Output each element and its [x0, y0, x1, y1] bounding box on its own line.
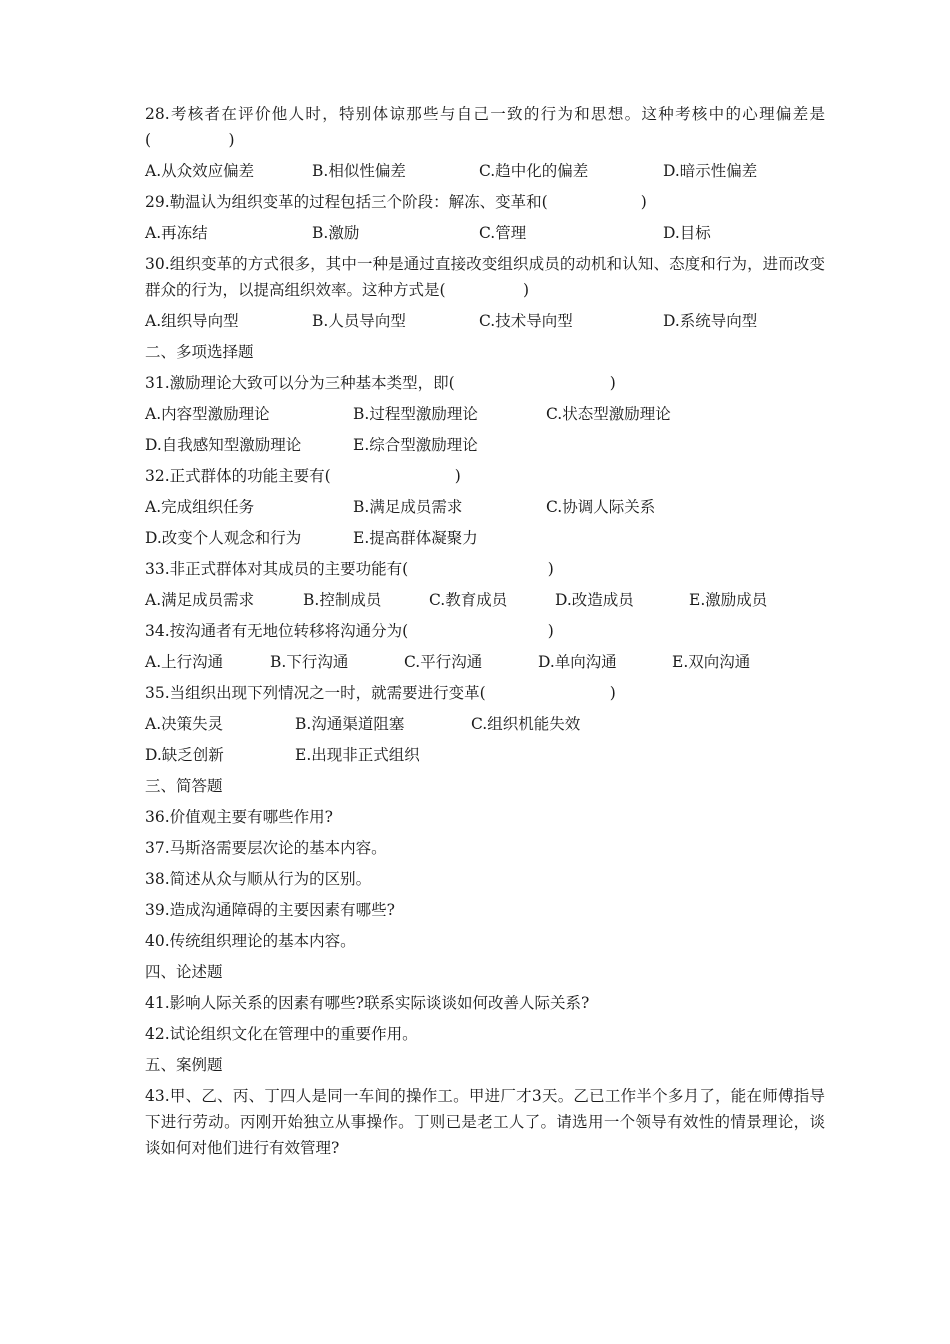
option-b: B.人员导向型: [312, 312, 406, 330]
question-35-stem: 35.当组织出现下列情况之一时，就需要进行变革( ): [145, 684, 616, 702]
question-31-options-row2: [145, 432, 825, 458]
option-e: E.提高群体凝聚力: [353, 529, 478, 547]
question-34-stem: 34.按沟通者有无地位转移将沟通分为( ): [145, 622, 554, 640]
option-c: C.趋中化的偏差: [479, 162, 589, 180]
section-heading-case-study: 五、案例题: [145, 1056, 223, 1074]
question-37: 37.马斯洛需要层次论的基本内容。: [145, 839, 387, 857]
question-29-options: [145, 220, 825, 246]
question-28-stem: 28.考核者在评价他人时，特别体谅那些与自己一致的行为和思想。这种考核中的心理偏差是( ): [145, 105, 825, 149]
option-a: A.完成组织任务: [145, 498, 255, 516]
option-c: C.状态型激励理论: [546, 405, 671, 423]
question-28-options: [145, 158, 825, 184]
option-a: A.组织导向型: [145, 312, 239, 330]
question-35-options-row2: [145, 742, 825, 768]
option-e: E.综合型激励理论: [353, 436, 478, 454]
option-a: A.从众效应偏差: [145, 162, 255, 180]
option-b: B.沟通渠道阻塞: [295, 715, 405, 733]
question-38: 38.简述从众与顺从行为的区别。: [145, 870, 372, 888]
option-a: A.内容型激励理论: [145, 405, 270, 423]
option-d: D.暗示性偏差: [663, 162, 758, 180]
option-e: E.激励成员: [689, 591, 768, 609]
option-d: D.系统导向型: [663, 312, 758, 330]
question-32-options-row2: [145, 525, 825, 551]
option-a: A.再冻结: [145, 224, 208, 242]
option-a: A.决策失灵: [145, 715, 224, 733]
option-b: B.满足成员需求: [353, 498, 463, 516]
option-b: B.过程型激励理论: [353, 405, 478, 423]
option-d: D.改变个人观念和行为: [145, 529, 302, 547]
question-42: 42.试论组织文化在管理中的重要作用。: [145, 1025, 418, 1043]
question-40: 40.传统组织理论的基本内容。: [145, 932, 356, 950]
exam-page: [145, 101, 825, 1166]
question-33-options: [145, 587, 825, 613]
question-30-stem: 30.组织变革的方式很多，其中一种是通过直接改变组织成员的动机和认知、态度和行为，进而改变群众的行为，以提高组织效率。这种方式是( ): [145, 255, 825, 299]
question-35-options-row1: [145, 711, 825, 737]
option-b: B.下行沟通: [270, 653, 349, 671]
option-d: D.单向沟通: [538, 653, 617, 671]
option-d: D.改造成员: [555, 591, 634, 609]
option-b: B.控制成员: [303, 591, 382, 609]
question-43: 43.甲、乙、丙、丁四人是同一车间的操作工。甲进厂才3天。乙已工作半个多月了，能在师傅指导下进行劳动。丙刚开始独立从事操作。丁则已是老工人了。请选用一个领导有效性的情景理论，谈谈如何对他们进行有效管理?: [145, 1087, 825, 1157]
section-heading-multiple-choice: 二、多项选择题: [145, 343, 254, 361]
question-39: 39.造成沟通障碍的主要因素有哪些?: [145, 901, 395, 919]
question-29-stem: 29.勒温认为组织变革的过程包括三个阶段：解冻、变革和( ): [145, 193, 647, 211]
question-30-options: [145, 308, 825, 334]
option-c: C.管理: [479, 224, 527, 242]
option-e: E.双向沟通: [672, 653, 751, 671]
option-d: D.自我感知型激励理论: [145, 436, 302, 454]
section-heading-short-answer: 三、简答题: [145, 777, 223, 795]
question-31-stem: 31.激励理论大致可以分为三种基本类型，即( ): [145, 374, 616, 392]
section-heading-essay: 四、论述题: [145, 963, 223, 981]
option-c: C.协调人际关系: [546, 498, 656, 516]
question-33-stem: 33.非正式群体对其成员的主要功能有( ): [145, 560, 554, 578]
question-31-options-row1: [145, 401, 825, 427]
question-32-stem: 32.正式群体的功能主要有( ): [145, 467, 461, 485]
question-32-options-row1: [145, 494, 825, 520]
option-b: B.激励: [312, 224, 360, 242]
option-a: A.满足成员需求: [145, 591, 255, 609]
option-d: D.缺乏创新: [145, 746, 224, 764]
option-a: A.上行沟通: [145, 653, 224, 671]
option-c: C.平行沟通: [404, 653, 483, 671]
option-c: C.技术导向型: [479, 312, 573, 330]
option-c: C.组织机能失效: [471, 715, 581, 733]
option-c: C.教育成员: [429, 591, 508, 609]
option-e: E.出现非正式组织: [295, 746, 420, 764]
question-34-options: [145, 649, 825, 675]
question-41: 41.影响人际关系的因素有哪些?联系实际谈谈如何改善人际关系?: [145, 994, 590, 1012]
question-36: 36.价值观主要有哪些作用?: [145, 808, 333, 826]
option-b: B.相似性偏差: [312, 162, 406, 180]
option-d: D.目标: [663, 224, 711, 242]
